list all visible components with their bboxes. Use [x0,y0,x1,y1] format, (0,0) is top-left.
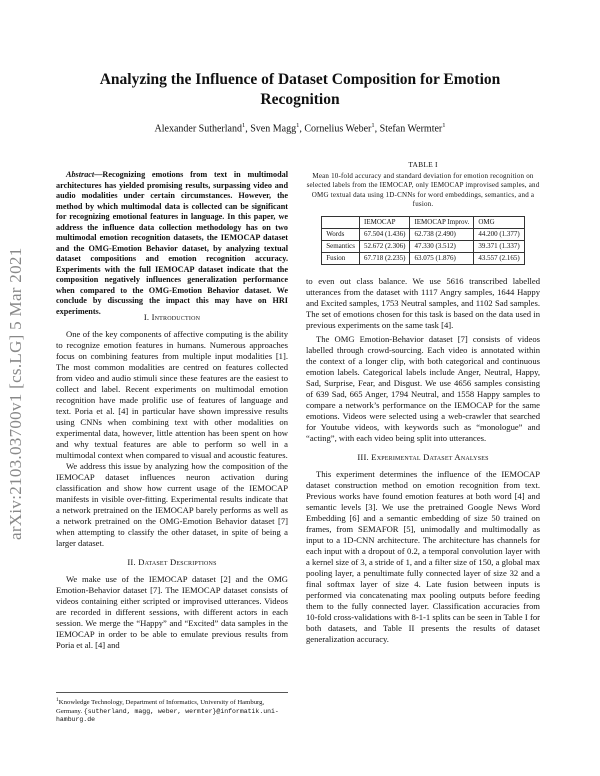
abstract [56,170,288,317]
right-column-body [306,276,540,645]
datasets-paragraph-1: We make use of the IEMOCAP dataset [2] and the OMG Emotion-Behavior dataset [7]. The IEMOCAP dataset consists of videos containing either scripted or improvised utterances. Videos are recorded in different sessions, with different actors in each session. We merge the “Happy” and “Excited” data samples in the IEMOCAP in order to be able to emulate previous results from Poria et al. [4] and [56,574,288,650]
intro-paragraph-2: We address this issue by analyzing how the composition of the IEMOCAP dataset influences neuron activation during classification and show how current usage of the IEMOCAP manifests in visible over-fitting. Experimental results indicate that a network pretrained on the IEMOCAP barely performs as well as a network pretrained on the OMG-Emotion Behavior dataset [7] when attempting to classify the other dataset, in spite of being a larger dataset. [56,461,288,548]
table-header-row: IEMOCAP IEMOCAP Improv. OMG [322,216,525,228]
table-1-caption-block [306,160,540,210]
table-row: Words 67.504 (1.436) 62.738 (2.490) 44.200 (1.377) [322,228,525,240]
author-name: Sven Magg [250,123,297,135]
left-column-body [56,304,288,651]
arxiv-stamp [6,210,32,540]
section-heading-experimental: III. Experimental Dataset Analyses [357,452,489,462]
section-heading-introduction: I. Introduction [143,312,201,322]
section-heading-datasets: II. Dataset Descriptions [127,557,217,567]
table-1 [321,216,525,265]
table-row: Semantics 52.672 (2.306) 47.330 (3.512) 39.371 (1.337) [322,240,525,252]
paper-title: Analyzing the Influence of Dataset Composition for Emotion Recognition [99,71,501,108]
datasets-paragraph-1-continued: to even out class balance. We use 5616 transcribed labelled utterances from the dataset with 1117 Angry samples, 1644 Happy and Excited samples, 1753 Neutral samples, and 1102 Sad samples. The set of emotions chosen for this task is based on the data used in previous experiments on the same task [4]. [306,276,540,330]
table-1-label: TABLE I [408,160,438,169]
footnote: $^1$Knowledge Technology, Department of Informatics, University of Hamburg, Germany. {sutherland, magg, weber, wermter}@informatik.uni-hamburg.de [56,692,288,725]
arxiv-stamp-text: arXiv:2103.03700v1 [cs.LG] 5 Mar 2021 [6,247,25,540]
author-name: Cornelius Weber [304,123,372,135]
table-row: Fusion 67.718 (2.235) 63.075 (1.876) 43.557 (2.165) [322,252,525,264]
footnote-emails: {sutherland, magg, weber, wermter}@informatik.uni-hamburg.de [56,707,279,724]
datasets-paragraph-2: The OMG Emotion-Behavior dataset [7] consists of videos labelled through crowd-sourcing. Each video is annotated within the context of a longer clip, with both categorical and continuous emotion labels. Categorical labels include Anger, Neutral, Happy, Sad, Surprise, Fear, and Disgust. We use 4656 samples consisting of 639 Sad, 665 Anger, 1794 Neutral, and 1558 Happy samples to compare a network’s performance on the IEMOCAP for the same emotions. Videos were selected using a web-crawler that searched for Youtube videos, with keywords such as “monologue” and “acting”, with each video being split into utterances. [306,334,540,443]
footnote-text: Knowledge Technology, Department of Informatics, University of Hamburg, Germany. [56,699,265,715]
table-1-block [306,160,540,265]
intro-paragraph-1: One of the key components of affective computing is the ability to recognize emotion features in humans. Numerous approaches focus on combining features from multiple input modalities [1]. The most common modalities are centred on features collected from video and audio stimuli since these features are the easiest to collect and label. Recent experiments on multimodal emotion recognition have made prolific use of features of language and text. Poria et al. [4] in particular have shown impressive results using CNNs when combining text with other modalities on experimental data, however, little attention has been spent on how and why textual features are able to perform so well in a multimodal context when compared to visual and acoustic features. [56,329,288,460]
author-name: Alexander Sutherland [154,123,242,135]
author-list: Alexander Sutherland$^1$, Sven Magg$^1$, Cornelius Weber$^1$, Stefan Wermter$^1$ [154,122,446,135]
experimental-paragraph-1: This experiment determines the influence of the IEMOCAP dataset construction method on emotion recognition from text. Previous works have found emotion features at both word [4] and semantic levels [3]. We use the pretrained Google News Word Embedding [6] and a semantic embedding of size 50 trained on frames, from SEMAFOR [5], unimodally and multimodally as input to a 1D-CNN architecture. The architecture has channels for each input with a dropout of 0.2, a temporal convolution layer with a kernel size of 3, a stride of 1, and a filter size of 150, a global max pooling layer, a penultimate fully connected layer of size 32 and a final softmax layer of size 4. Late fusion between inputs is performed via concatenating max pooling outputs before feeding them to the fully connected layer. Classification accuracies from 10-fold cross-validations with 8-1-1 splits can be seen in Table I for both datasets, and Table II presents the results of dataset generalization accuracy. [306,469,540,644]
author-name: Stefan Wermter [379,123,443,135]
table-1-caption: Mean 10-fold accuracy and standard deviation for emotion recognition on selected labels from the IEMOCAP, only IEMOCAP improvised samples, and OMG textual data using 1D-CNNs for word embeddings, semantics, and a fusion. [306,171,540,208]
abstract-text: —Recognizing emotions from text in multimodal architectures has yielded promising results, surpassing video and audio modalities under certain circumstances. However, the method by which multimodal data is collected can be significant for recognizing emotional features in language. In this paper, we address the influence data collection methodology has on two multimodal emotion recognition datasets, the IEMOCAP dataset and the OMG-Emotion Behavior dataset, by analyzing textual dataset compositions and emotion recognition accuracy. Experiments with the full IEMOCAP dataset indicate that the composition negatively influences generalization performance when compared to the OMG-Emotion Behavior dataset. We conclude by discussing the impact this may have on HRI experiments. [56,170,288,316]
abstract-label: Abstract [66,170,95,179]
